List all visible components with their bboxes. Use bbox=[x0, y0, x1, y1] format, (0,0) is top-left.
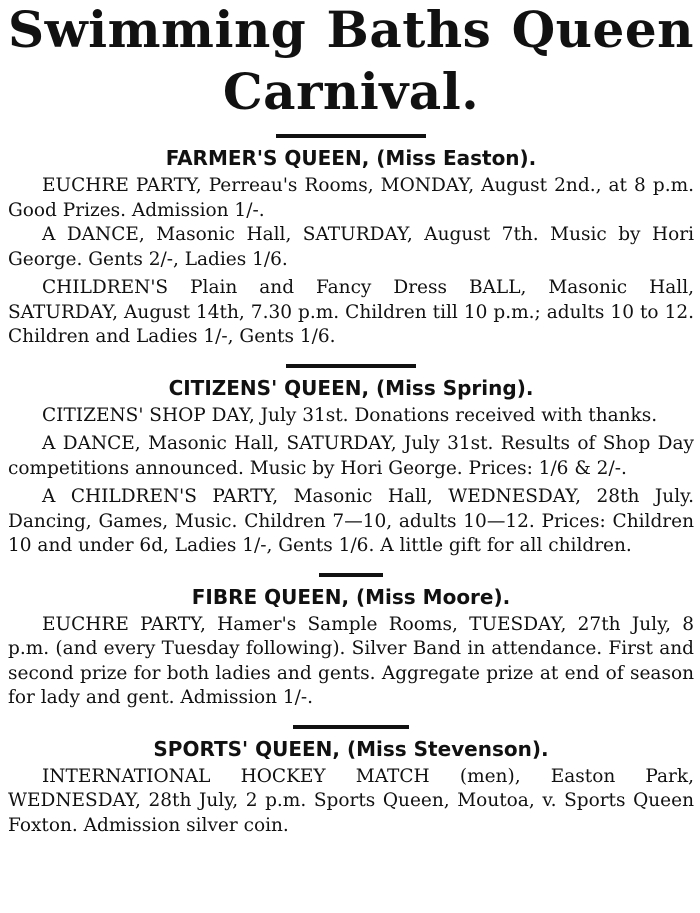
paragraph-childrens-party: A CHILDREN'S PARTY, Masonic Hall, WEDNESDAY, 28th July. Dancing, Games, Music. Children 7—10, adults 10—12. Prices: Children 10 and under 6d, Ladies 1/-, Gents 1/6. A little gift for all children. bbox=[8, 486, 694, 556]
title-line-1: Swimming Baths Queen bbox=[8, 0, 694, 59]
paragraph-euchre-party: EUCHRE PARTY, Perreau's Rooms, MONDAY, August 2nd., at 8 p.m. Good Prizes. Admission 1/-. bbox=[8, 175, 694, 221]
paragraph-shop-day: CITIZENS' SHOP DAY, July 31st. Donations received with thanks. bbox=[42, 404, 658, 426]
section-heading-farmers-queen: FARMER'S QUEEN, (Miss Easton). bbox=[165, 146, 537, 170]
section-heading-sports-queen: SPORTS' QUEEN, (Miss Stevenson). bbox=[153, 736, 549, 761]
paragraph-childrens-ball: CHILDREN'S Plain and Fancy Dress BALL, Masonic Hall, SATURDAY, August 14th, 7.30 p.m. Children till 10 p.m.; adults 10 to 12. Children and Ladies 1/-, Gents 1/6. bbox=[8, 277, 694, 347]
page-title bbox=[8, 0, 694, 122]
section-divider bbox=[276, 134, 426, 138]
section-divider bbox=[293, 725, 409, 729]
paragraph-hockey-match: INTERNATIONAL HOCKEY MATCH (men), Easton Park, WEDNESDAY, 28th July, 2 p.m. Sports Queen, Moutoa, v. Sports Queen Foxton. Admission silver coin. bbox=[8, 765, 694, 836]
section-heading-citizens-queen: CITIZENS' QUEEN, (Miss Spring). bbox=[168, 375, 534, 400]
section-divider bbox=[286, 364, 416, 368]
paragraph-euchre-party: EUCHRE PARTY, Hamer's Sample Rooms, TUESDAY, 27th July, 8 p.m. (and every Tuesday following). Silver Band in attendance. First and second prize for both ladies and gents. Aggregate prize at end of season for lady and gent. Admission 1/-. bbox=[8, 613, 694, 708]
paragraph-dance: A DANCE, Masonic Hall, SATURDAY, August 7th. Music by Hori George. Gents 2/-, Ladies 1/6. bbox=[8, 224, 694, 270]
section-heading-fibre-queen: FIBRE QUEEN, (Miss Moore). bbox=[191, 584, 511, 609]
title-line-2: Carnival. bbox=[222, 62, 480, 121]
section-divider bbox=[319, 573, 383, 577]
paragraph-dance: A DANCE, Masonic Hall, SATURDAY, July 31st. Results of Shop Day competitions announced. Music by Hori George. Prices: 1/6 & 2/-. bbox=[8, 433, 694, 479]
